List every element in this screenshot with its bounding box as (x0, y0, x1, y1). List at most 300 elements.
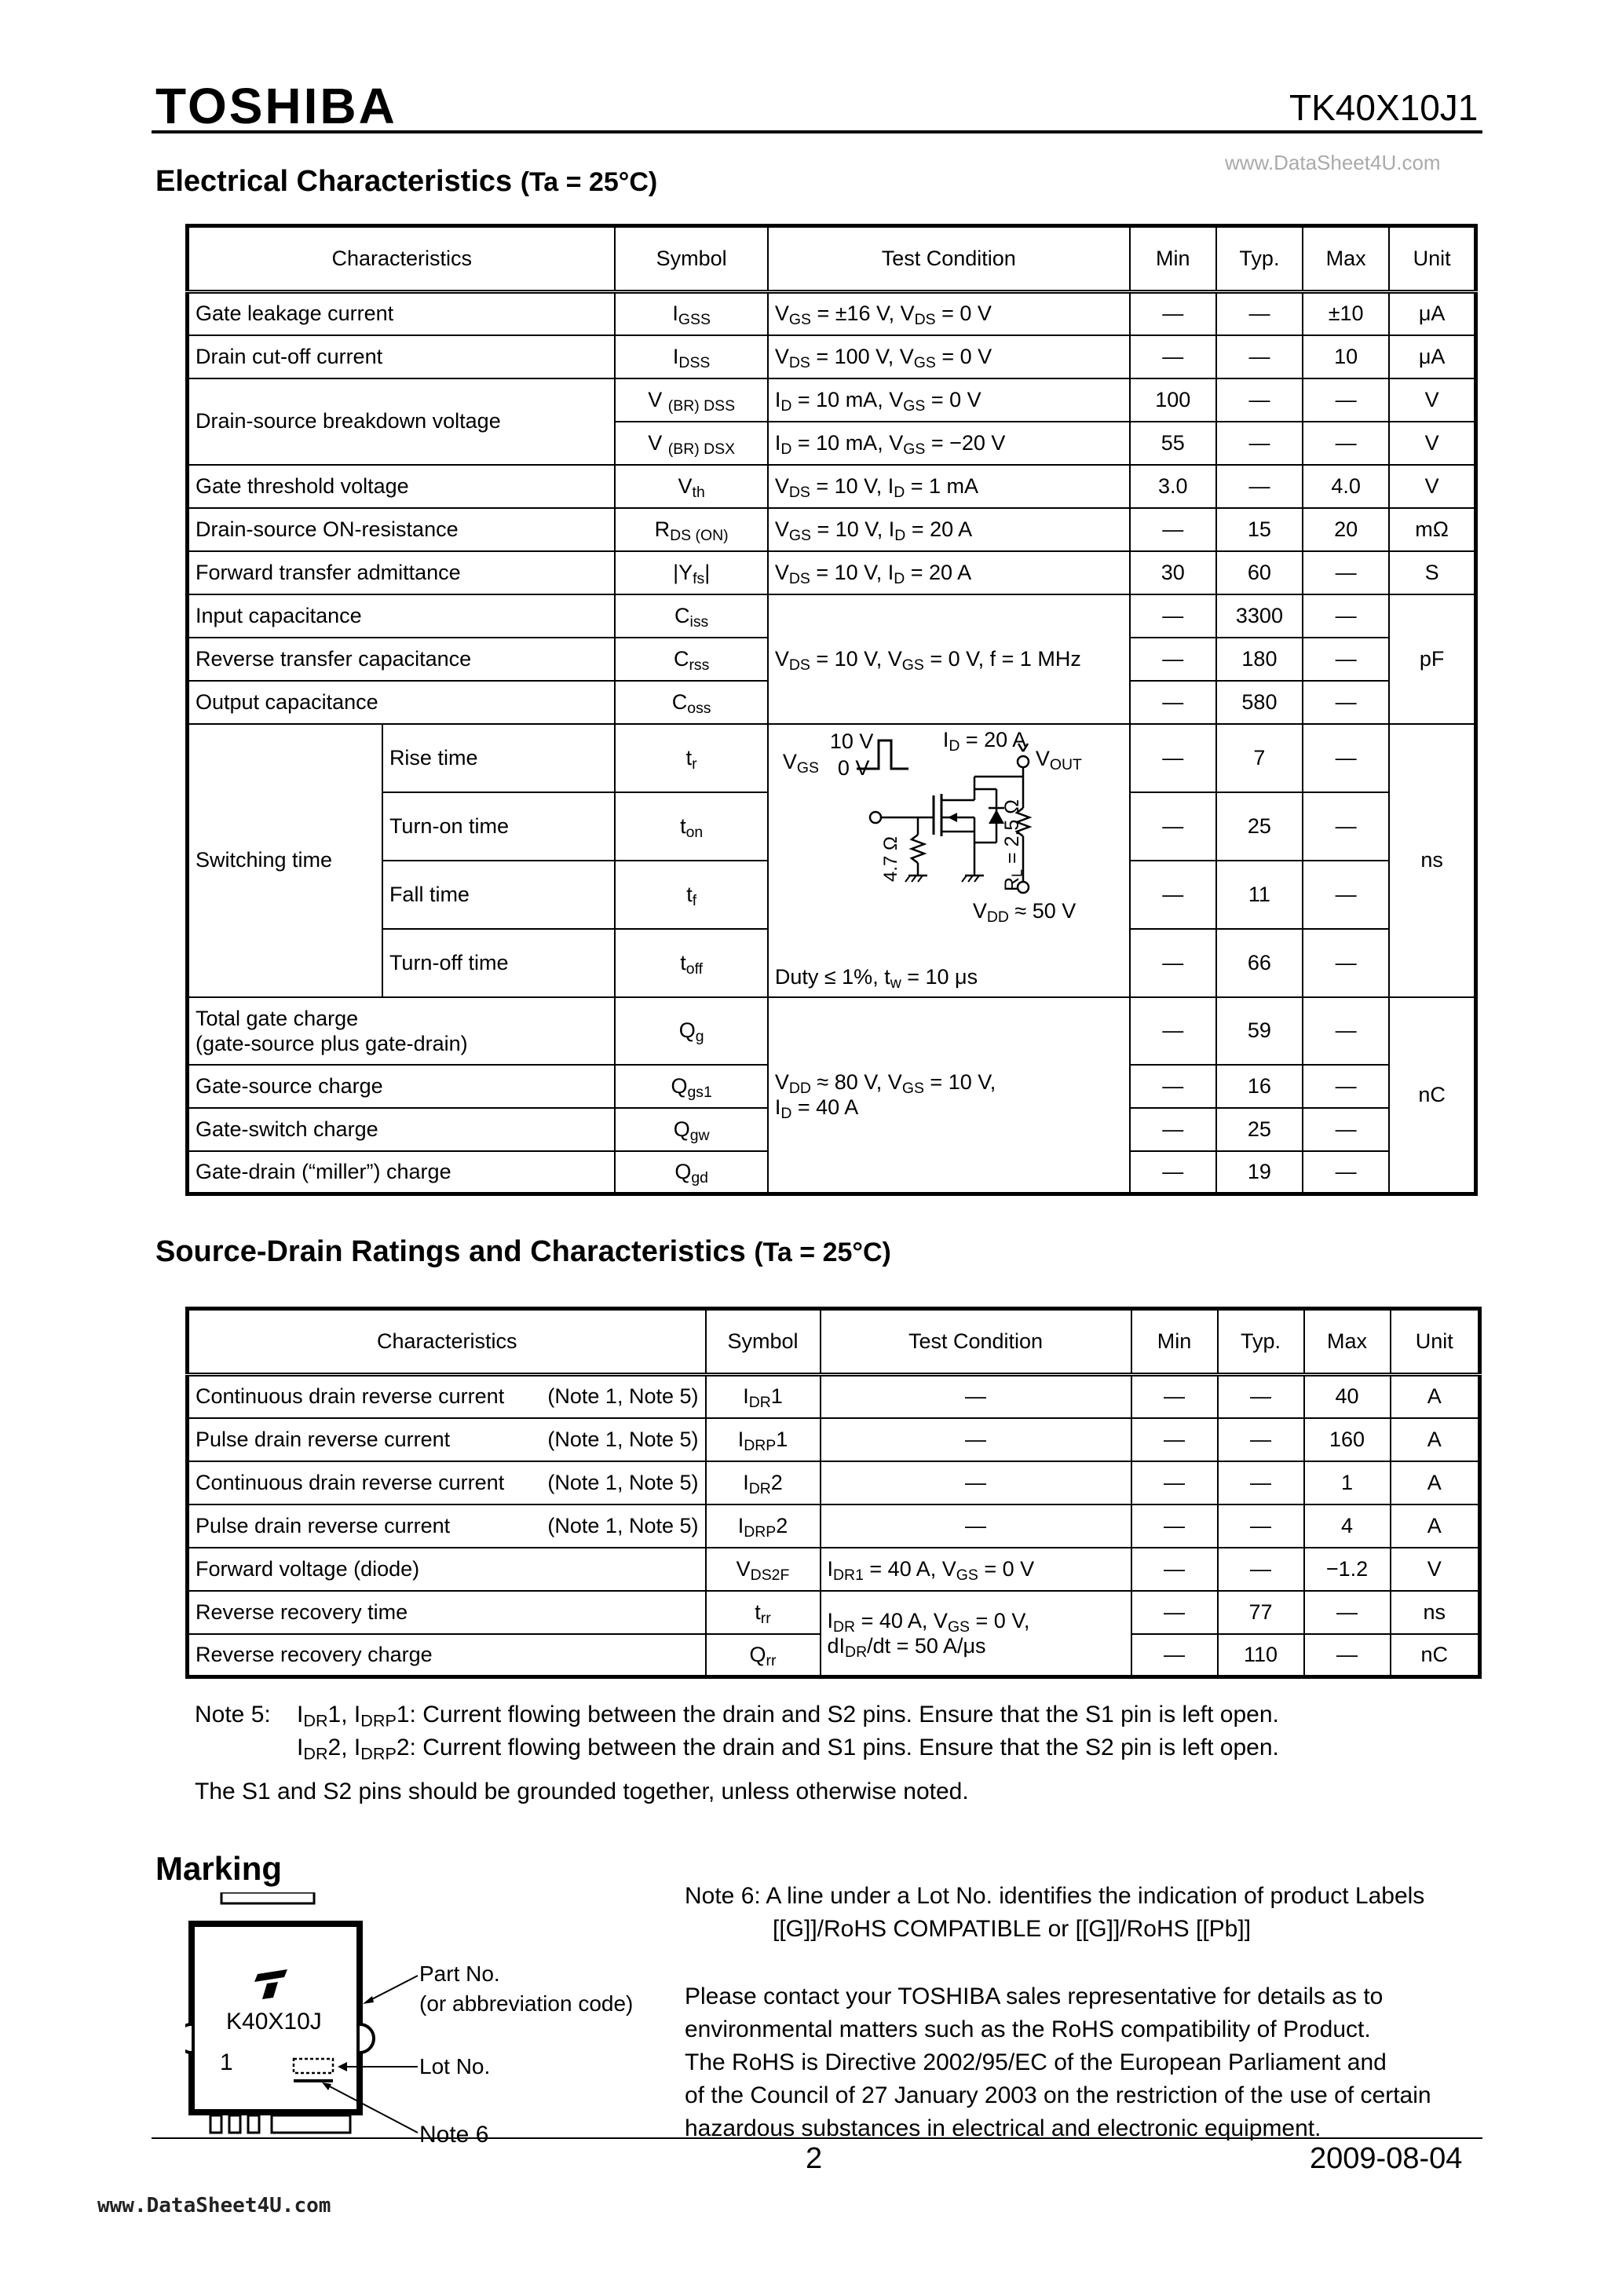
char-note: (Note 1, Note 5) (547, 1427, 699, 1451)
sym-sub: (BR) DSX (667, 440, 736, 458)
max: 4 (1304, 1504, 1391, 1548)
charge-cond-line2: $I_D = 40$ A (774, 1095, 859, 1123)
note5 (195, 1698, 1279, 1764)
typ: 15 (1216, 508, 1303, 551)
sym-main: C (673, 646, 689, 671)
vout-label (1036, 747, 1082, 771)
rl-main: R (1000, 876, 1023, 891)
unit: S (1389, 551, 1475, 594)
typ: 60 (1216, 551, 1303, 594)
max: — (1303, 929, 1389, 997)
max: — (1303, 1065, 1389, 1108)
char-name: Drain-source breakdown voltage (188, 378, 616, 465)
contact-line: environmental matters such as the RoHS compatibility of Product. (685, 2016, 1371, 2042)
min: — (1131, 1548, 1218, 1591)
id-val: = 20 A (960, 727, 1027, 751)
char-name: Rise time (382, 724, 616, 792)
max: 10 (1303, 335, 1389, 378)
max: — (1304, 1634, 1391, 1677)
watermark-bottom[interactable]: www.DataSheet4U.com (97, 2194, 331, 2217)
symbol (615, 422, 767, 465)
source-drain-title-text: Source-Drain Ratings and Characteristics (155, 1235, 746, 1268)
duty-main: Duty ≤ 1%, t (774, 964, 890, 989)
symbol (615, 508, 767, 551)
vout-main: V (1035, 746, 1050, 770)
table-row (188, 1504, 1480, 1548)
char-name: Reverse recovery charge (188, 1634, 706, 1677)
unit: A (1391, 1375, 1480, 1418)
min: — (1130, 335, 1216, 378)
vdd-sub: DD (986, 908, 1009, 926)
charge-cond-line1: $V_{DD} \approx 80$ V, $V_{GS} = 10$ V, (774, 1070, 996, 1098)
max: — (1303, 1108, 1389, 1151)
duty-label (774, 964, 978, 992)
max: — (1303, 681, 1389, 724)
typ: 77 (1218, 1591, 1304, 1634)
test-condition: — (821, 1461, 1131, 1504)
typ: 16 (1216, 1065, 1303, 1108)
table-header-row (188, 226, 1476, 292)
electrical-title-text: Electrical Characteristics (155, 165, 513, 198)
min: — (1130, 997, 1216, 1065)
electrical-characteristics-table (185, 224, 1478, 1196)
symbol (615, 638, 767, 681)
table-row (188, 1591, 1480, 1634)
symbol (615, 681, 767, 724)
table-row (188, 997, 1476, 1065)
max: — (1304, 1591, 1391, 1634)
marking-diagram (185, 1892, 641, 2148)
sym-sub: DS2F (750, 1566, 790, 1584)
test-condition (821, 1591, 1131, 1677)
col-symbol: Symbol (706, 1309, 821, 1375)
char-name-text: Pulse drain reverse current (196, 1513, 451, 1537)
test-condition: $V_{DS} = 100$ V, $V_{GS} = 0$ V (768, 335, 1130, 378)
sym-sub: oss (687, 699, 711, 717)
source-drain-title-condition: (Ta = 25°C) (754, 1238, 891, 1267)
col-typ: Typ. (1218, 1309, 1304, 1375)
unit: pF (1389, 594, 1475, 724)
test-condition: $V_{DS} = 10$ V, $I_D = 1$ mA (768, 465, 1130, 508)
v-low-label: 0 V (837, 755, 870, 780)
unit: A (1391, 1418, 1480, 1461)
sym-main: C (671, 689, 688, 714)
switching-test-circuit (768, 724, 1130, 997)
min: — (1130, 1151, 1216, 1194)
symbol (615, 929, 767, 997)
col-typ: Typ. (1216, 226, 1303, 292)
max: 1 (1304, 1461, 1391, 1504)
char-name-text: Continuous drain reverse current (196, 1384, 505, 1409)
note5-line2: $I_{DR}2$, $I_{DRP}2$: Current flowing between the drain and S1 pins. Ensure that the S2 pin is left open. (297, 1735, 1279, 1764)
sym-suffix: | (704, 560, 711, 584)
test-condition: — (821, 1504, 1131, 1548)
table-row (188, 594, 1476, 638)
unit: V (1389, 422, 1475, 465)
char-name: Gate-source charge (188, 1065, 616, 1108)
sym-suffix: 1 (776, 1427, 788, 1451)
typ: — (1216, 465, 1303, 508)
col-min: Min (1130, 226, 1216, 292)
sym-sub: g (695, 1027, 704, 1045)
min: — (1131, 1375, 1218, 1418)
char-note: (Note 1, Note 5) (547, 1470, 699, 1494)
test-condition: $V_{DS} = 10$ V, $V_{GS} = 0$ V, f = 1 MHz (768, 594, 1130, 724)
col-test-condition: Test Condition (821, 1309, 1131, 1375)
table-row (188, 378, 1476, 422)
header-rule (152, 130, 1482, 133)
duty-val: = 10 μs (901, 964, 978, 989)
symbol (706, 1375, 821, 1418)
typ: 25 (1216, 1108, 1303, 1151)
min: 3.0 (1130, 465, 1216, 508)
sym-main: t (680, 813, 686, 838)
rl-sub: L (1009, 868, 1025, 877)
sym-main: t (755, 1600, 761, 1624)
test-condition: $V_{GS} = 10$ V, $I_D = 20$ A (768, 508, 1130, 551)
sym-main: t (686, 882, 693, 906)
max: 20 (1303, 508, 1389, 551)
min: — (1130, 681, 1216, 724)
min: — (1131, 1461, 1218, 1504)
symbol (615, 292, 767, 335)
unit: nC (1391, 1634, 1480, 1677)
sym-sub: on (685, 823, 704, 841)
char-name: Gate threshold voltage (188, 465, 616, 508)
max: — (1303, 861, 1389, 929)
toshiba-logo: TOSHIBA (155, 78, 397, 134)
min: — (1130, 724, 1216, 792)
symbol (615, 551, 767, 594)
sym-main: Q (671, 1073, 688, 1098)
typ: — (1218, 1375, 1304, 1418)
char-name (188, 1504, 706, 1548)
typ: 59 (1216, 997, 1303, 1065)
table-row (188, 465, 1476, 508)
test-condition: $V_{DS} = 10$ V, $I_D = 20$ A (768, 551, 1130, 594)
symbol (706, 1504, 821, 1548)
symbol (615, 1151, 767, 1194)
sym-sub: f (692, 891, 697, 909)
min: 55 (1130, 422, 1216, 465)
max: — (1303, 551, 1389, 594)
symbol (706, 1548, 821, 1591)
max: — (1303, 997, 1389, 1065)
table-row (188, 292, 1476, 335)
max: — (1303, 1151, 1389, 1194)
pin1-indicator: 1 (220, 2049, 233, 2075)
label-lot-no: Lot No. (419, 2054, 491, 2078)
typ: — (1216, 335, 1303, 378)
symbol (615, 792, 767, 861)
max: — (1303, 638, 1389, 681)
col-test-condition: Test Condition (768, 226, 1130, 292)
max: 4.0 (1303, 465, 1389, 508)
max: 160 (1304, 1418, 1391, 1461)
table-row (188, 508, 1476, 551)
typ: 180 (1216, 638, 1303, 681)
rl-val: = 2.5 Ω (1000, 799, 1023, 869)
min: 100 (1130, 378, 1216, 422)
char-name: Output capacitance (188, 681, 616, 724)
min: — (1131, 1418, 1218, 1461)
symbol (615, 861, 767, 929)
char-name: Forward voltage (diode) (188, 1548, 706, 1591)
col-characteristics: Characteristics (188, 1309, 706, 1375)
sym-suffix: 2 (770, 1470, 783, 1494)
test-condition: $I_D = 10$ mA, $V_{GS} = 0$ V (768, 378, 1130, 422)
char-note: (Note 1, Note 5) (547, 1384, 699, 1409)
switching-group: Switching time (188, 724, 382, 997)
char-name: Forward transfer admittance (188, 551, 616, 594)
vdd-label (972, 898, 1077, 926)
sym-main: V (648, 387, 663, 411)
char-name-text: Continuous drain reverse current (196, 1470, 505, 1494)
test-condition: — (821, 1418, 1131, 1461)
symbol (706, 1634, 821, 1677)
char-name: Gate-switch charge (188, 1108, 616, 1151)
label-part-no: Part No. (419, 1961, 500, 1986)
unit: mΩ (1389, 508, 1475, 551)
min: — (1130, 861, 1216, 929)
col-min: Min (1131, 1309, 1218, 1375)
sym-main: V (678, 473, 693, 498)
symbol (615, 378, 767, 422)
col-max: Max (1304, 1309, 1391, 1375)
source-drain-section-title (155, 1235, 891, 1269)
gate-resistor (912, 835, 924, 863)
sym-main: V (648, 430, 663, 455)
note5-label: Note 5: (195, 1702, 271, 1727)
test-condition: — (821, 1375, 1131, 1418)
test-condition: $V_{GS} = \pm 16$ V, $V_{DS} = 0$ V (768, 292, 1130, 335)
col-characteristics: Characteristics (188, 226, 616, 292)
sym-suffix: 2 (776, 1513, 788, 1537)
max: — (1303, 378, 1389, 422)
unit: V (1391, 1548, 1480, 1591)
typ: — (1216, 422, 1303, 465)
unit: nC (1389, 997, 1475, 1194)
char-name: Drain-source ON-resistance (188, 508, 616, 551)
typ: — (1218, 1461, 1304, 1504)
char-name: Fall time (382, 861, 616, 929)
min: — (1130, 929, 1216, 997)
symbol (615, 335, 767, 378)
marking-title: Marking (155, 1850, 283, 1887)
max: — (1303, 594, 1389, 638)
source-drain-table (185, 1307, 1482, 1679)
sym-sub: r (692, 755, 697, 773)
col-max: Max (1303, 226, 1389, 292)
char-name-line1: Total gate charge (196, 1006, 359, 1030)
sym-main: C (674, 603, 690, 627)
char-name: Reverse recovery time (188, 1591, 706, 1634)
char-name: Gate-drain (“miller”) charge (188, 1151, 616, 1194)
char-name (188, 1461, 706, 1504)
char-name-line2: (gate-source plus gate-drain) (196, 1031, 468, 1055)
col-unit: Unit (1391, 1309, 1480, 1375)
footer-date: 2009-08-04 (1310, 2142, 1463, 2175)
part-number: TK40X10J1 (1289, 87, 1479, 128)
col-symbol: Symbol (615, 226, 767, 292)
sym-main: R (654, 517, 671, 541)
symbol (706, 1418, 821, 1461)
sym-main: V (736, 1556, 751, 1581)
unit: V (1389, 465, 1475, 508)
table-row (188, 1375, 1480, 1418)
char-name: Turn-off time (382, 929, 616, 997)
min: 30 (1130, 551, 1216, 594)
symbol (615, 1065, 767, 1108)
note5-line2-text: 2: Current flowing between the drain and S1 pins. Ensure that the S2 pin is left open. (396, 1735, 1279, 1760)
note6-line1: Note 6: A line under a Lot No. identifies the indication of product Labels (685, 1883, 1425, 1909)
unit: μA (1389, 292, 1475, 335)
char-name (188, 1375, 706, 1418)
max: — (1303, 724, 1389, 792)
char-name: Reverse transfer capacitance (188, 638, 616, 681)
table-row (188, 335, 1476, 378)
max: ±10 (1303, 292, 1389, 335)
min: — (1131, 1591, 1218, 1634)
char-note: (Note 1, Note 5) (547, 1513, 699, 1537)
max: — (1303, 792, 1389, 861)
label-note6: Note 6 (419, 2122, 489, 2148)
typ: 110 (1218, 1634, 1304, 1677)
note6 (685, 1880, 1424, 1946)
sym-sub: iss (689, 612, 709, 631)
unit: ns (1391, 1591, 1480, 1634)
unit: A (1391, 1461, 1480, 1504)
contact-line: The RoHS is Directive 2002/95/EC of the European Parliament and (685, 2049, 1387, 2075)
label-abbreviation: (or abbreviation code) (419, 1991, 634, 2016)
sym-main: I (737, 1513, 744, 1537)
sym-main: I (743, 1470, 749, 1494)
test-condition: $I_{DR1} = 40$ A, $V_{GS} = 0$ V (821, 1548, 1131, 1591)
min: — (1130, 508, 1216, 551)
note5-line1: Note 5: $I_{DR}1$, $I_{DRP}1$: Current flowing between the drain and S2 pins. Ensure that the S1 pin is left open. (195, 1698, 1279, 1731)
min: — (1130, 1065, 1216, 1108)
vout-sub: OUT (1049, 755, 1082, 773)
min: — (1130, 594, 1216, 638)
sym-sub: DR (748, 1394, 771, 1412)
s1-s2-note: The S1 and S2 pins should be grounded together, unless otherwise noted. (195, 1779, 969, 1804)
lot-number-box (294, 2059, 333, 2073)
sym-suffix: 1 (770, 1384, 783, 1409)
sym-sub: (BR) DSS (667, 397, 736, 415)
id-sub: D (949, 737, 960, 755)
min: — (1131, 1634, 1218, 1677)
electrical-title-condition: (Ta = 25°C) (520, 167, 658, 197)
char-name: Gate leakage current (188, 292, 616, 335)
sym-sub: DSS (678, 353, 711, 371)
typ: 7 (1216, 724, 1303, 792)
sym-main: Q (673, 1117, 690, 1141)
min: — (1130, 792, 1216, 861)
sym-main: Q (678, 1018, 696, 1042)
typ: 66 (1216, 929, 1303, 997)
duty-sub: w (890, 974, 901, 992)
table-row (188, 1548, 1480, 1591)
watermark-top[interactable]: www.DataSheet4U.com (1225, 151, 1441, 174)
char-name: Drain cut-off current (188, 335, 616, 378)
test-condition: $I_D = 10$ mA, $V_{GS} = -20$ V (768, 422, 1130, 465)
sym-sub: gw (689, 1126, 710, 1144)
contact-line: hazardous substances in electrical and electronic equipment. (685, 2115, 1321, 2141)
unit: μA (1389, 335, 1475, 378)
unit: V (1389, 378, 1475, 422)
sym-sub: fs (693, 569, 705, 587)
char-name (188, 997, 616, 1065)
typ: 3300 (1216, 594, 1303, 638)
vdd-val: ≈ 50 V (1008, 898, 1077, 923)
sym-sub: GSS (678, 311, 711, 329)
trr-cond-line1: $I_{DR} = 40$ A, $V_{GS} = 0$ V, (827, 1608, 1030, 1636)
vdd-main: V (972, 898, 987, 923)
note6-line2: [[G]]/RoHS COMPATIBLE or [[G]]/RoHS [[Pb]] (773, 1916, 1252, 1942)
sym-sub: DR (748, 1479, 771, 1497)
sym-sub: off (685, 960, 704, 978)
sym-main: I (743, 1384, 749, 1409)
typ: 580 (1216, 681, 1303, 724)
symbol (615, 724, 767, 792)
min: — (1130, 638, 1216, 681)
symbol (706, 1461, 821, 1504)
v-high-label: 10 V (829, 729, 874, 753)
symbol (706, 1591, 821, 1634)
contact-line: Please contact your TOSHIBA sales representative for details as to (685, 1983, 1384, 2009)
electrical-section-title (155, 165, 657, 199)
sym-main: t (685, 745, 693, 770)
sym-main: |Y (673, 560, 693, 584)
sym-sub: rss (689, 656, 710, 674)
table-row (188, 1418, 1480, 1461)
char-name-text: Pulse drain reverse current (196, 1427, 451, 1451)
rg-label: 4.7 Ω (879, 835, 901, 882)
sym-sub: th (692, 483, 705, 501)
contact-line: of the Council of 27 January 2003 on the restriction of the use of certain (685, 2082, 1431, 2108)
symbol (615, 594, 767, 638)
sym-main: I (672, 302, 678, 326)
symbol (615, 465, 767, 508)
min: — (1131, 1504, 1218, 1548)
table-header-row (188, 1309, 1480, 1375)
id-main: I (942, 727, 949, 751)
note5-line1-text: 1: Current flowing between the drain and S2 pins. Ensure that the S1 pin is left open. (396, 1702, 1279, 1727)
min: — (1130, 1108, 1216, 1151)
sym-sub: rr (760, 1609, 771, 1627)
symbol (615, 997, 767, 1065)
typ: — (1218, 1418, 1304, 1461)
page-number: 2 (806, 2142, 823, 2175)
max: 40 (1304, 1375, 1391, 1418)
footer-rule (152, 2137, 1482, 2139)
vgs-main: V (782, 749, 797, 773)
unit: A (1391, 1504, 1480, 1548)
sym-sub: gs1 (687, 1083, 712, 1101)
sym-sub: gd (691, 1168, 708, 1186)
sym-sub: DRP (744, 1523, 777, 1541)
rohs-contact-note (685, 1980, 1431, 2145)
table-row (188, 551, 1476, 594)
rl-label (1001, 799, 1024, 891)
char-name (188, 1418, 706, 1461)
vgs-sub: GS (796, 759, 819, 777)
typ: — (1216, 378, 1303, 422)
max: −1.2 (1304, 1548, 1391, 1591)
sym-main: Q (674, 1159, 692, 1183)
sym-main: t (680, 950, 686, 974)
sym-sub: rr (766, 1651, 777, 1669)
